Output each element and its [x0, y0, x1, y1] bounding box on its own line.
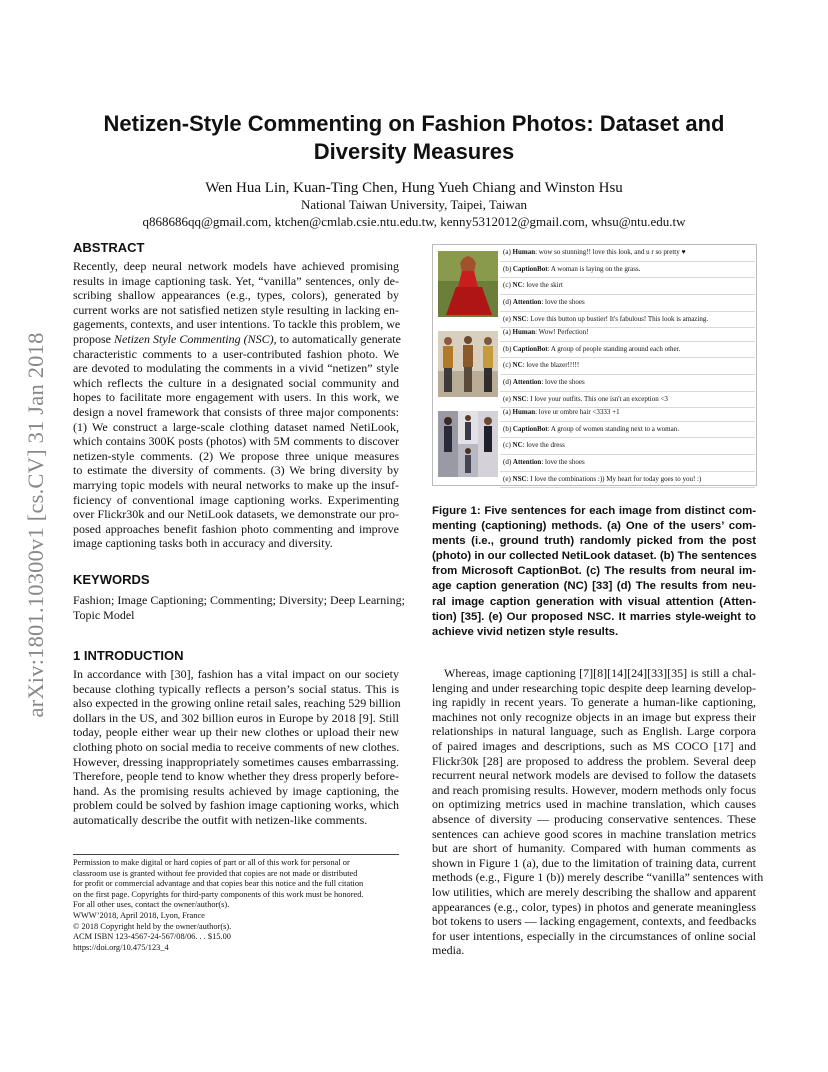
text-line: relationships in natural language, such as English. Large corpora [432, 724, 756, 739]
title-line: Diversity Measures [313, 139, 515, 164]
sentence-captionbot: (b) CaptionBot: A group of people standing around each other. [500, 342, 755, 359]
text-line: https://doi.org/10.475/123_4 [73, 942, 169, 952]
text-line: For all other uses, contact the owner/author(s). [73, 900, 230, 910]
text-line: bot tokens to users — lacking engagement, contexts, and feedbacks [432, 914, 757, 929]
figure-1-caption [432, 504, 756, 640]
sentence-human: (a) Human: Wow! Perfection! [500, 325, 755, 342]
text-line: absence of diversity — producing conservative sentences. These [432, 811, 756, 826]
text-line: propose Netizen Style Commenting (NSC), to automatically generate [73, 331, 401, 346]
text-line: media. [432, 943, 465, 958]
text-line: hand. As the promising results achieved by image captioning, the [73, 783, 399, 798]
text-line: Fashion; Image Captioning; Commenting; Diversity; Deep Learning; [73, 593, 405, 607]
text-line: classroom use is granted without fee provided that copies are not made or distributed [73, 868, 358, 878]
figure-group-3-sentences [500, 405, 755, 488]
footnote-lines [73, 858, 399, 953]
text-line: machines not only recognize objects in an image but express their [432, 709, 756, 724]
text-line: However, dressing inappropriately sometimes causes embarrassing. [73, 754, 399, 769]
text-line: characteristic comments to a user-contributed fashion photo. We [73, 346, 399, 361]
text-line: to estimate the diversity of comments. (3) We bring diversity by [73, 463, 399, 478]
figure-group-3 [433, 405, 756, 485]
text-line: Permission to make digital or hard copies of part or all of this work for personal or [73, 858, 350, 867]
text-line: which contains 300K posts (photos) with 5M comments to discover [73, 434, 399, 449]
text-line: posed approaches benefit fashion photo commenting and improve [73, 521, 399, 536]
keywords-text [73, 593, 405, 622]
sentence-nc: (c) NC: love the dress [500, 438, 755, 455]
footnote-rule [73, 854, 399, 855]
fashion-photo-red-dress [438, 251, 498, 317]
introduction-text [73, 667, 399, 828]
text-line: but are short of humanity. Compared with human comments as [432, 841, 756, 856]
copyright-footnote [73, 854, 399, 953]
text-line: lenging and under researching topic despite deep learning develop- [432, 680, 756, 695]
text-line: methods (e.g., Figure 1 (b)) merely describe “vanilla” sentences with [432, 870, 764, 885]
text-line: gagements, contexts, and user intentions. To tackle this problem, we [73, 317, 401, 332]
sentence-attention: (d) Attention: love the shoes [500, 295, 755, 312]
sentence-captionbot: (b) CaptionBot: A woman is laying on the grass. [500, 262, 755, 279]
text-line: age caption generation (NC) [33] (d) The results from neu- [432, 580, 756, 593]
text-line: Topic Model [73, 607, 135, 622]
text-line: dollars in the US, and 302 billion euros in Europe by 2018 [9]. Still [73, 710, 399, 725]
sentence-nsc: (e) NSC: I love the combinations :)) My heart for today goes to you! :) [500, 472, 755, 489]
text-line: design a novel framework that consists of three major components: [73, 404, 399, 419]
text-line: for user intentions, especially in the circumstances of online social [432, 928, 756, 943]
sentence-attention: (d) Attention: love the shoes [500, 455, 755, 472]
text-line: which reflects the culture in a designated social community and [73, 375, 399, 390]
text-line: Therefore, people tend to know whether they dress properly before- [73, 769, 399, 784]
text-line: and reach promising results. However, modern methods only focus [432, 782, 756, 797]
text-line: Figure 1: Five sentences for each image from distinct com- [432, 505, 756, 517]
text-line: recurrent neural network models are devised to follow the datasets [432, 768, 756, 783]
text-line: hopes to facilitate more engagement with users. In this work, we [73, 390, 399, 405]
text-line: Whereas, image captioning [7][8][14][24][33][35] is still a chal- [444, 666, 756, 680]
paper-title [60, 110, 768, 166]
sentence-nc: (c) NC: love the skirt [500, 278, 755, 295]
text-line: also expected in the growing online retail sales, reaching 529 billion [73, 696, 401, 711]
text-line: ficiency of conventional image captioning works. Experimenting [73, 492, 399, 507]
text-line: sentences can achieve good scores in machine translation metrics [432, 826, 756, 841]
author-list: Wen Hua Lin, Kuan-Ting Chen, Hung Yueh Chiang and Winston Hsu [205, 180, 623, 196]
text-line: WWW’2018, April 2018, Lyon, France [73, 910, 205, 920]
introduction-continued-text [432, 666, 764, 958]
arxiv-side-stamp [16, 290, 56, 760]
abstract-heading: ABSTRACT [73, 240, 145, 255]
text-line: on the first page. Copyrights for third-party components of this work must be honored. [73, 889, 364, 899]
text-line: on optimizing metrics used in machine translation, which causes [432, 797, 756, 812]
text-line: are devoted to modulating the comments in a vivid “netizen” style [73, 361, 399, 376]
text-line: ACM ISBN 123-4567-24-567/08/06. . . $15.00 [73, 932, 231, 942]
text-line: appearances (e.g., color, types) in photos and generate meaningless [432, 899, 756, 914]
author-emails: q868686qq@gmail.com, ktchen@cmlab.csie.ntu.edu.tw, kenny5312012@gmail.com, whsu@ntu.edu.tw [142, 214, 686, 229]
text-line: ral image caption generation with visual attention (Atten- [432, 595, 756, 608]
text-line: In accordance with [30], fashion has a vital impact on our society [73, 667, 399, 681]
figure-group-2-sentences [500, 325, 755, 408]
text-line: achieve vivid netizen style results. [432, 625, 619, 638]
text-line: scribing shallow appearances (e.g., types, colors), generated by [73, 288, 399, 303]
text-line: menting (captioning) methods. (a) One of the users’ com- [432, 520, 756, 533]
abstract-text [73, 259, 399, 551]
sentence-nsc: (e) NSC: I love your outfits. This one isn't an exception <3 [500, 392, 755, 409]
text-line: over Flickr30k and our NetiLook datasets, we demonstrate our pro- [73, 507, 399, 522]
text-line: image captioning tasks both in accuracy and diversity. [73, 536, 333, 551]
text-line: current works are not satisfied netizen style resulting in lacking en- [73, 302, 399, 317]
text-line: tion) [35]. (e) Our proposed NSC. It marries style-weight to [432, 610, 756, 623]
text-line: results in image captioning task. Yet, “vanilla” sentences, only de- [73, 273, 399, 288]
text-line: (1) We construct a large-scale clothing dataset named NetiLook, [73, 419, 399, 434]
text-line: because clothing typically reflects a person’s social status. This is [73, 681, 399, 696]
text-line: clothing photo on social media to receive comments of new clothes. [73, 739, 400, 754]
keywords-heading: KEYWORDS [73, 572, 150, 587]
figure-group-1 [433, 245, 756, 325]
sentence-human: (a) Human: love ur ombre hair <3333 +1 [500, 405, 755, 422]
sentence-human: (a) Human: wow so stunning!! love this look, and u r so pretty ♥ [500, 245, 755, 262]
text-line: today, people either wear up their new clothes or upload their new [73, 725, 399, 740]
fashion-photo-collage [438, 411, 498, 477]
text-line: © 2018 Copyright held by the owner/author(s). [73, 921, 232, 931]
text-line: ing rapidly in recent years. To generate a human-like captioning, [432, 695, 756, 710]
fashion-photo-group-outfits [438, 331, 498, 397]
text-line: problem could be solved by fashion image captioning works, which [73, 798, 399, 813]
sentence-nc: (c) NC: love the blazer!!!!! [500, 358, 755, 375]
text-line: low utilities, which are merely describing the shallow and apparent [432, 884, 756, 899]
affiliation: National Taiwan University, Taipei, Taiwan [300, 197, 528, 212]
text-line: automatically describe the outfit with netizen-like comments. [73, 812, 368, 827]
sentence-nsc: (e) NSC: Love this button up bustier! It's fabulous! This look is amazing. [500, 312, 755, 329]
arxiv-stamp-text: arXiv:1801.10300v1 [cs.CV] 31 Jan 2018 [23, 332, 48, 718]
introduction-heading: 1 INTRODUCTION [73, 648, 184, 663]
sentence-attention: (d) Attention: love the shoes [500, 375, 755, 392]
text-line: (photo) in our collected NetiLook dataset. (b) The sentences [432, 550, 757, 563]
figure-group-1-sentences [500, 245, 755, 328]
sentence-captionbot: (b) CaptionBot: A group of women standing next to a woman. [500, 422, 755, 439]
text-line: marrying topic models with neural networks to make up the insuf- [73, 477, 399, 492]
text-line: netizen-style comments. (2) We propose three unique measures [73, 448, 399, 463]
title-line: Netizen-Style Commenting on Fashion Photos: Dataset and [103, 111, 725, 136]
text-line: Recently, deep neural network models have achieved promising [73, 259, 399, 273]
text-line: ments (i.e., ground truth) randomly picked from the post [432, 535, 756, 548]
figure-1 [432, 244, 757, 486]
figure-group-2 [433, 325, 756, 405]
text-line: for profit or commercial advantage and that copies bear this notice and the full citation [73, 879, 364, 889]
text-line: Flickr30k [28] are proposed to address the problem. Several deep [432, 753, 756, 768]
text-line: from Microsoft CaptionBot. (c) The results from neural im- [432, 565, 756, 578]
text-line: of paired images and descriptions, such as MS COCO [17] and [432, 738, 756, 753]
text-line: shown in Figure 1 (a), due to the limitation of training data, current [432, 855, 756, 870]
